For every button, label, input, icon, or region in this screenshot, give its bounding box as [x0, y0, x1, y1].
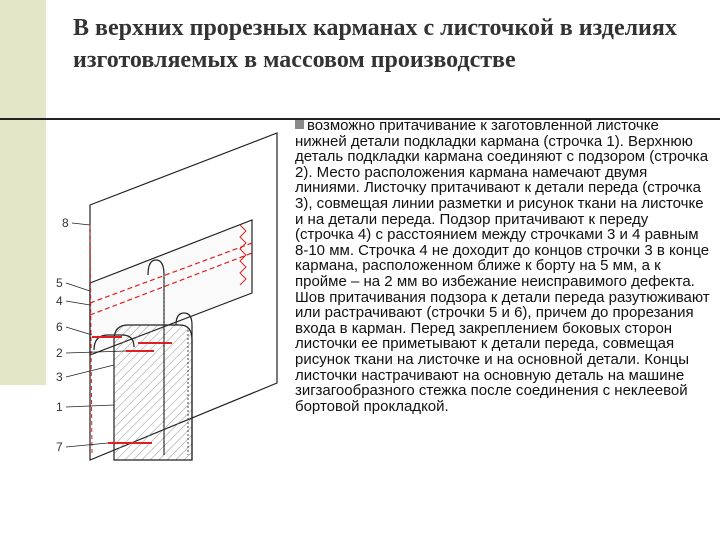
- figure-label-4: 4: [56, 294, 63, 308]
- pocket-diagram: [52, 125, 292, 470]
- bullet-icon: [295, 120, 304, 129]
- slide-side-bar: [0, 0, 46, 385]
- figure-label-6: 6: [56, 320, 63, 334]
- slide-body: [295, 118, 710, 414]
- figure-label-2: 2: [56, 346, 63, 360]
- pocket-lining: [114, 325, 192, 460]
- figure-label-3: 3: [56, 370, 63, 384]
- slide-body-text: возможно притачивание к заготовленной листочке нижней детали подкладки кармана (строчка 1). Верхнюю деталь подкладки кармана соединяют с подзором (строчка 2). Место расположения кармана намечают двумя линиями. Листочку притачивают к детали переда (строчка 3), совмещая линии разметки и рисунок ткани на листочке и на детали переда. Подзор притачивают к переду (строчка 4) с расстоянием между строчками 3 и 4 равным 8-10 мм. Строчка 4 не доходит до концов строчки 3 в конце кармана, расположенном ближе к борту на 5 мм, а к пройме – на 2 мм во избежание неисправимого дефекта. Шов притачивания подзора к детали переда разутюживают или растрачивают (строчки 5 и 6), причем до прорезания входа в карман. Перед закреплением боковых сторон листочки ее приметывают к детали переда, совмещая рисунок ткани на листочке и на основной детали. Концы листочки настрачивают на основную деталь на машине зигзагообразного стежка после соединения с неклеевой бортовой прокладкой.: [295, 117, 710, 415]
- figure-label-1: 1: [56, 400, 63, 414]
- figure-label-5: 5: [56, 276, 63, 290]
- figure-label-7: 7: [56, 440, 63, 454]
- slide-title: В верхних прорезных карманах с листочкой в изделиях изготовляемых в массовом производстве: [73, 15, 677, 73]
- figure-label-8: 8: [62, 216, 69, 230]
